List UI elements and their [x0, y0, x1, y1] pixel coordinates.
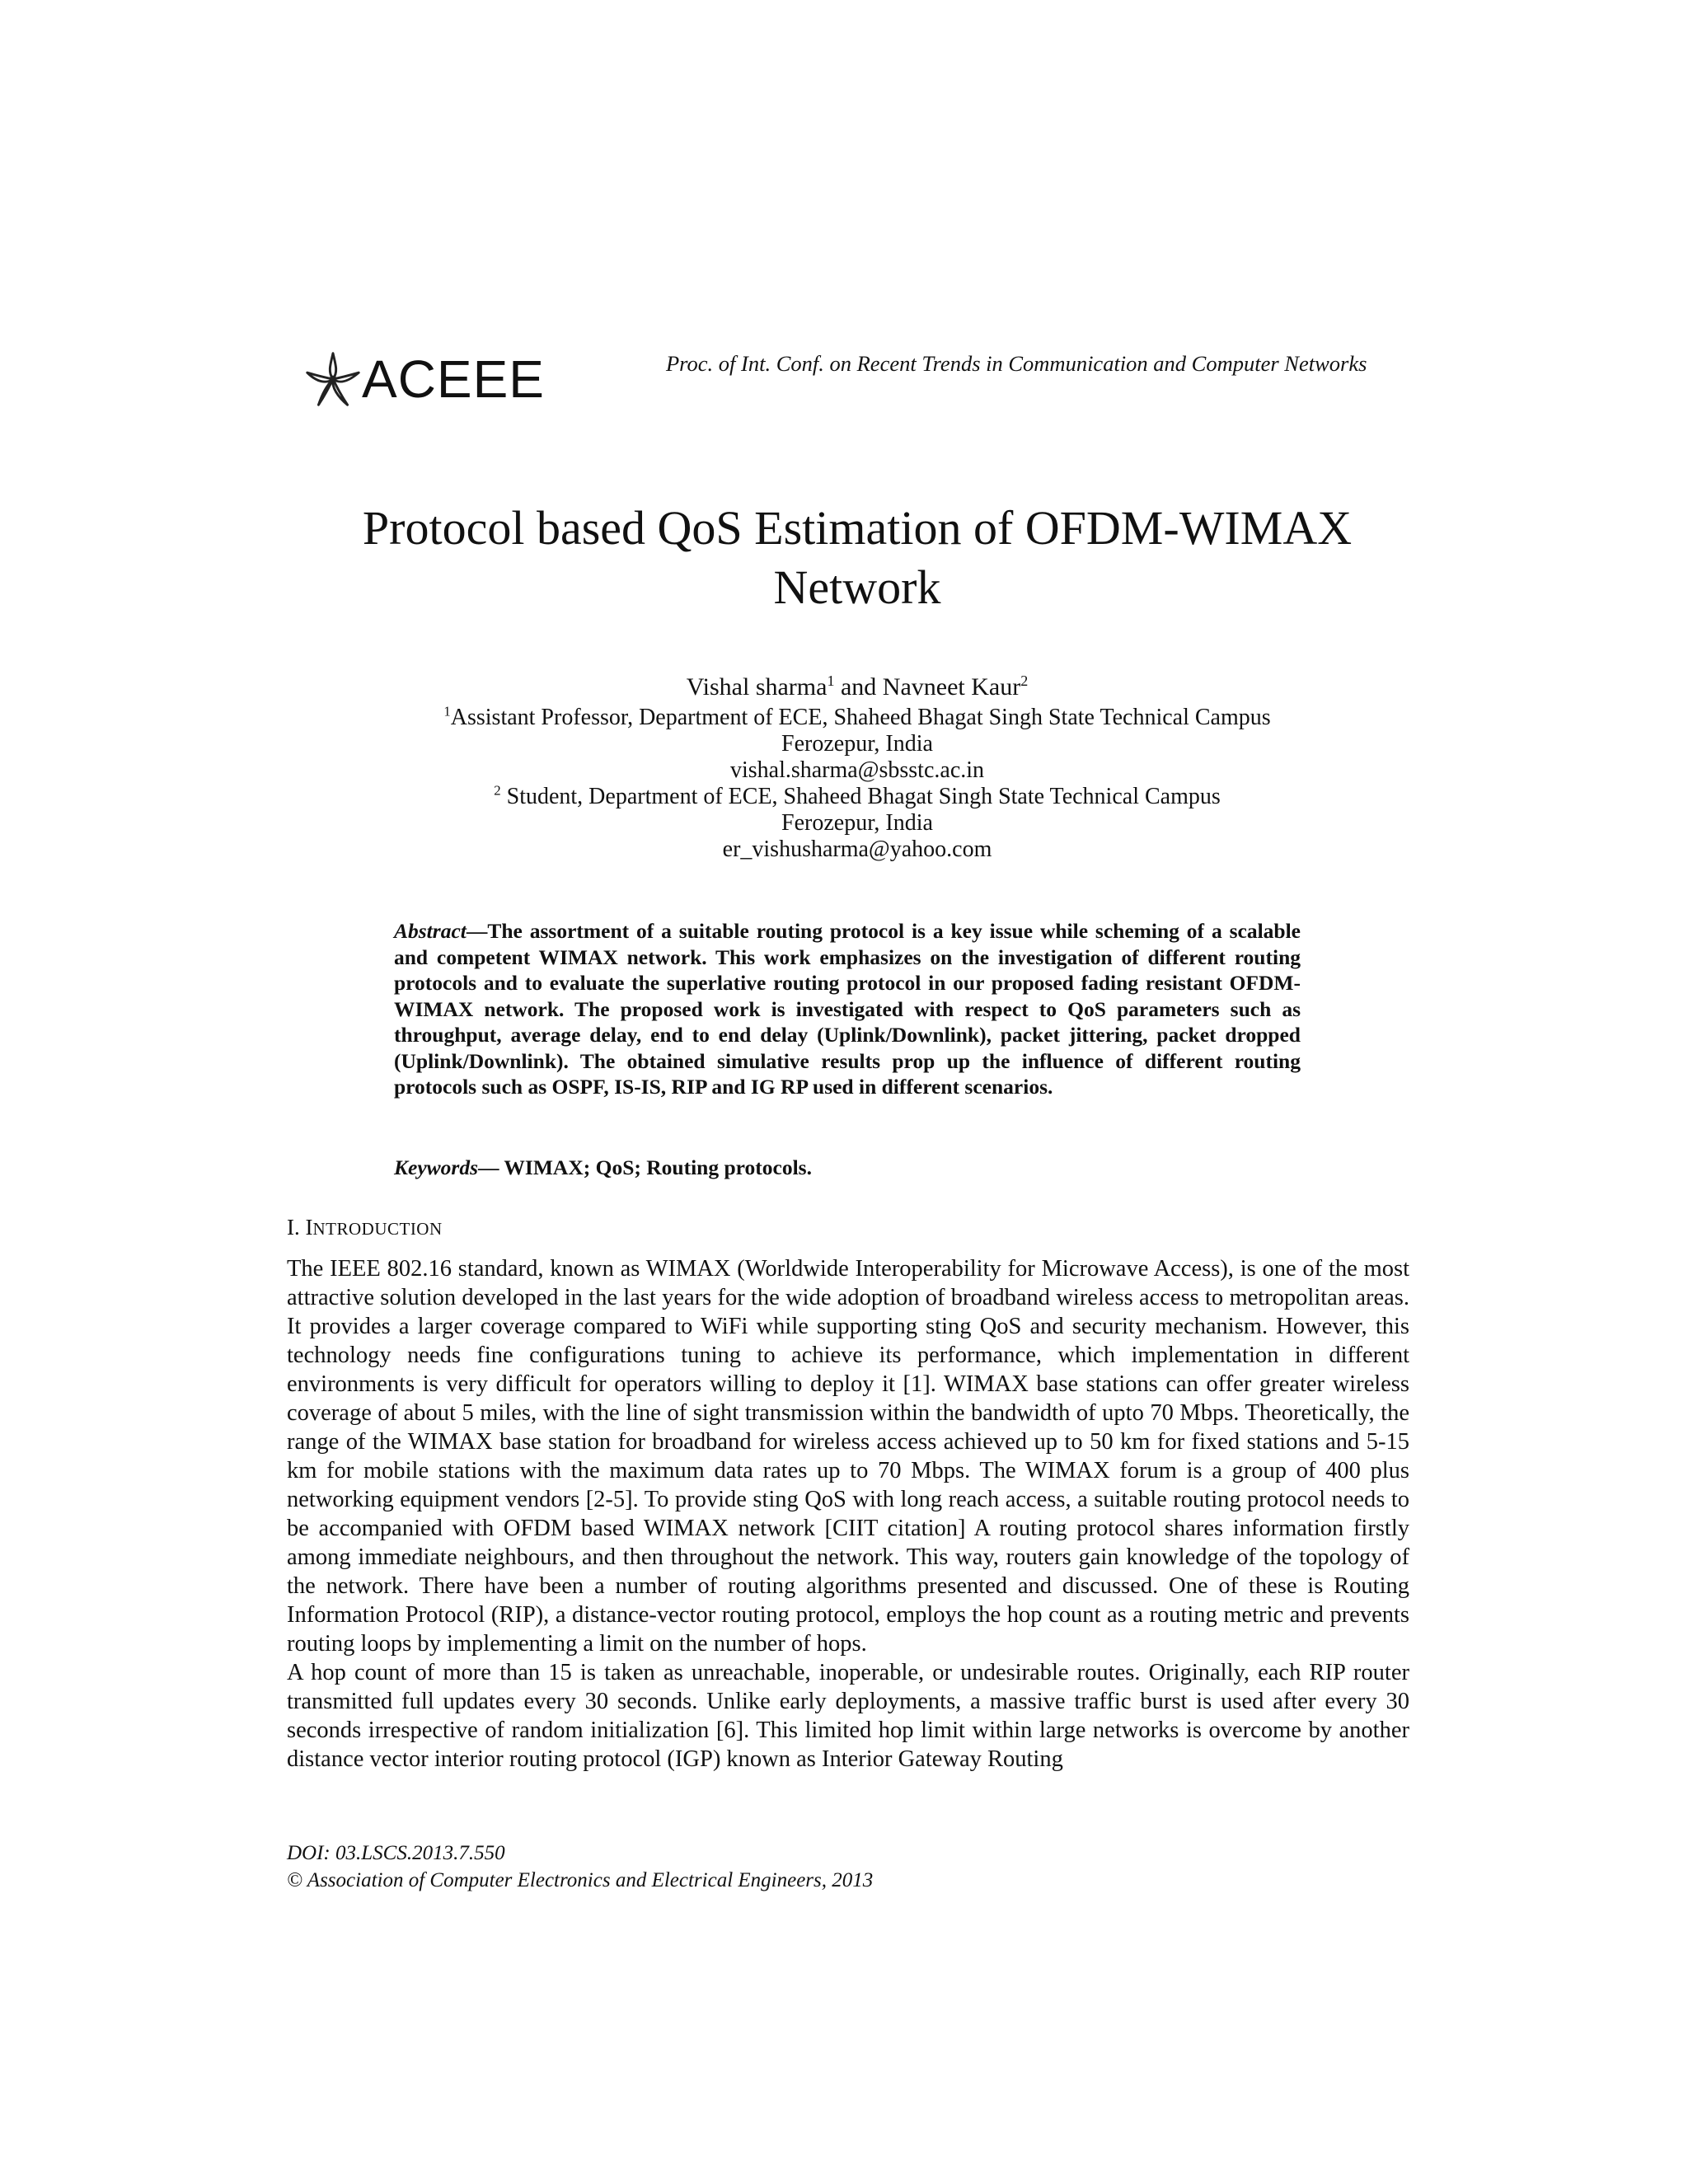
- affiliation-1-sup: 1: [443, 703, 451, 719]
- abstract-text: —The assortment of a suitable routing protocol is a key issue while scheming of a scalable and competent WIMAX network. This work emphasizes on the investigation of different routing protocols and to evaluate the superlative routing protocol in our proposed fading resistant OFDM-WIMAX network. The proposed work is investigated with respect to QoS parameters such as throughput, average delay, end to end delay (Uplink/Downlink), packet jittering, packet dropped (Uplink/Downlink). The obtained simulative results prop up the influence of different routing protocols such as OSPF, IS-IS, RIP and IG RP used in different scenarios.: [394, 919, 1301, 1099]
- paper-title-line1: Protocol based QoS Estimation of OFDM-WIMAX: [362, 501, 1353, 555]
- proceedings-header: Proc. of Int. Conf. on Recent Trends in Communication and Computer Networks: [666, 351, 1367, 376]
- author-block: [330, 672, 1385, 863]
- star-swirl-icon: [301, 347, 365, 411]
- section-heading-introduction: [287, 1215, 443, 1240]
- abstract-label: Abstract: [394, 919, 467, 943]
- affiliation-2-text: Student, Department of ECE, Shaheed Bhagat Singh State Technical Campus: [500, 784, 1221, 809]
- paper-title: [247, 499, 1467, 617]
- affiliation-1-email[interactable]: vishal.sharma@sbsstc.ac.in: [729, 757, 985, 783]
- author-1: Vishal sharma: [686, 673, 828, 701]
- paper-title-line2: Network: [773, 560, 941, 614]
- affiliation-2-city: Ferozepur, India: [781, 810, 933, 836]
- affiliation-1-text: Assistant Professor, Department of ECE, Shaheed Bhagat Singh State Technical Campus: [450, 705, 1271, 730]
- affiliation-2-email[interactable]: er_vishusharma@yahoo.com: [722, 837, 992, 862]
- page-footer: [287, 1840, 1111, 1894]
- body-paragraph-1: The IEEE 802.16 standard, known as WIMAX (Worldwide Interoperability for Microwave Access), is one of the most attractive solution developed in the last years for the wide adoption of broadband wireless access to metropolitan areas. It provides a larger coverage compared to WiFi while supporting sting QoS and security mechanism. However, this technology needs fine configurations tuning to achieve its performance, which implementation in different environments is very difficult for operators willing to deploy it [1]. WIMAX base stations can offer greater wireless coverage of about 5 miles, with the line of sight transmission within the bandwidth of upto 70 Mbps. Theoretically, the range of the WIMAX base station for broadband for wireless access achieved up to 50 km for fixed stations and 5-15 km for mobile stations with the maximum data rates up to 70 Mbps. The WIMAX forum is a group of 400 plus networking equipment vendors [2-5]. To provide sting QoS with long reach access, a suitable routing protocol needs to be accompanied with OFDM based WIMAX network [CIIT citation] A routing protocol shares information firstly among immediate neighbours, and then throughout the network. This way, routers gain knowledge of the topology of the network. There have been a number of routing algorithms presented and discussed. One of these is Routing Information Protocol (RIP), a distance-vector routing protocol, employs the hop count as a routing metric and prevents routing loops by implementing a limit on the number of hops.: [287, 1256, 1409, 1657]
- section-title: NTRODUCTION: [312, 1219, 443, 1239]
- affiliation-1-city: Ferozepur, India: [781, 731, 933, 757]
- affiliation-1: [330, 705, 1385, 731]
- body-paragraph-2: A hop count of more than 15 is taken as unreachable, inoperable, or undesirable routes. Originally, each RIP router transmitted full updates every 30 seconds. Unlike early deployments, a massive traffic burst is used after every 30 seconds irrespective of random initialization [6]. This limited hop limit within large networks is overcome by another distance vector interior routing protocol (IGP) known as Interior Gateway Routing: [287, 1660, 1409, 1772]
- affiliation-2-sup: 2: [494, 782, 501, 799]
- copyright: © Association of Computer Electronics and Electrical Engineers, 2013: [287, 1869, 874, 1891]
- author-separator: and: [834, 673, 883, 701]
- keywords-label: Keywords: [394, 1155, 478, 1179]
- doi: DOI: 03.LSCS.2013.7.550: [287, 1842, 505, 1864]
- author-2-sup: 2: [1020, 673, 1029, 689]
- section-number: I. I: [287, 1215, 313, 1240]
- affiliation-2: [330, 784, 1385, 810]
- abstract: [394, 918, 1301, 1100]
- keywords: [394, 1155, 1301, 1180]
- author-1-sup: 1: [827, 673, 835, 689]
- author-names: [330, 672, 1385, 703]
- author-2: Navneet Kaur: [882, 673, 1021, 701]
- aceee-logo: [301, 346, 545, 412]
- logo-text: ACEEE: [362, 349, 545, 409]
- keywords-text: — WIMAX; QoS; Routing protocols.: [478, 1155, 812, 1179]
- body-text: [287, 1254, 1409, 1774]
